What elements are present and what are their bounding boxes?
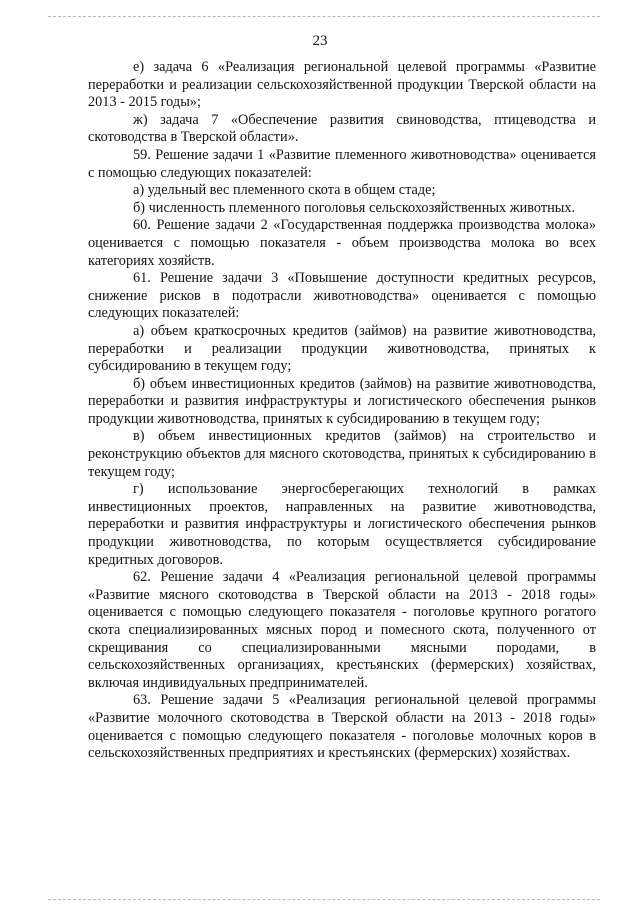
paragraph-63: 63. Решение задачи 5 «Реализация региональной целевой программы «Развитие молочного скотоводства в Тверской области на 2013 - 2018 годы» оценивается с помощью следующего показателя - поголовье молочных коров в сельскохозяйственных предприятиях и крестьянских (фермерских) хозяйствах. xyxy=(88,692,596,762)
paragraph-59-b: б) численность племенного поголовья сельскохозяйственных животных. xyxy=(133,199,576,216)
paragraph-task-7: ж) задача 7 «Обеспечение развития свиноводства, птицеводства и скотоводства в Тверской области». xyxy=(88,111,596,146)
paragraph-task-6: е) задача 6 «Реализация региональной целевой программы «Развитие переработки и реализации сельскохозяйственной продукции Тверской области на 2013 - 2015 годы»; xyxy=(88,59,596,111)
paragraph-61-a: а) объем краткосрочных кредитов (займов) на развитие животноводства, переработки и реализации продукции животноводства, принятых к субсидированию в текущем году; xyxy=(88,322,596,375)
scan-edge-artifact-top xyxy=(48,16,600,17)
paragraph-59-a: а) удельный вес племенного скота в общем стаде; xyxy=(133,182,436,199)
paragraph-61-b: б) объем инвестиционных кредитов (займов) на развитие животноводства, переработки и развития инфраструктуры и логистического обеспечения рынков продукции животноводства, принятых к субсидированию в текущем году; xyxy=(88,375,596,427)
paragraph-62: 62. Решение задачи 4 «Реализация региональной целевой программы «Развитие мясного скотоводства в Тверской области на 2013 - 2018 годы» оценивается с помощью следующего показателя - поголовье крупного рогатого скота специализированных мясных пород и помесного скота, полученного от скрещивания со специализированными мясными породами, в сельскохозяйственных организациях, крестьянских (фермерских) хозяйствах, включая индивидуальных предпринимателей. xyxy=(88,569,596,691)
document-body xyxy=(88,59,596,763)
paragraph-61-d: г) использование энергосберегающих технологий в рамках инвестиционных проектов, направленных на развитие животноводства, переработки и развития инфраструктуры и логистического обеспечения рынков продукции животноводства, по которым осуществляется субсидирование кредитных договоров. xyxy=(88,481,596,568)
paragraph-61-c: в) объем инвестиционных кредитов (займов) на строительство и реконструкцию объектов для мясного скотоводства, принятых к субсидированию в текущем году; xyxy=(88,428,596,480)
page-number: 23 xyxy=(312,33,328,49)
scan-edge-artifact-bottom xyxy=(48,899,600,900)
paragraph-60: 60. Решение задачи 2 «Государственная поддержка производства молока» оценивается с помощью показателя - объем производства молока во всех категориях хозяйств. xyxy=(88,217,596,269)
paragraph-61: 61. Решение задачи 3 «Повышение доступности кредитных ресурсов, снижение рисков в подотрасли животноводства» оценивается с помощью следующих показателей: xyxy=(88,270,596,322)
paragraph-59: 59. Решение задачи 1 «Развитие племенного животноводства» оценивается с помощью следующих показателей: xyxy=(88,146,596,181)
